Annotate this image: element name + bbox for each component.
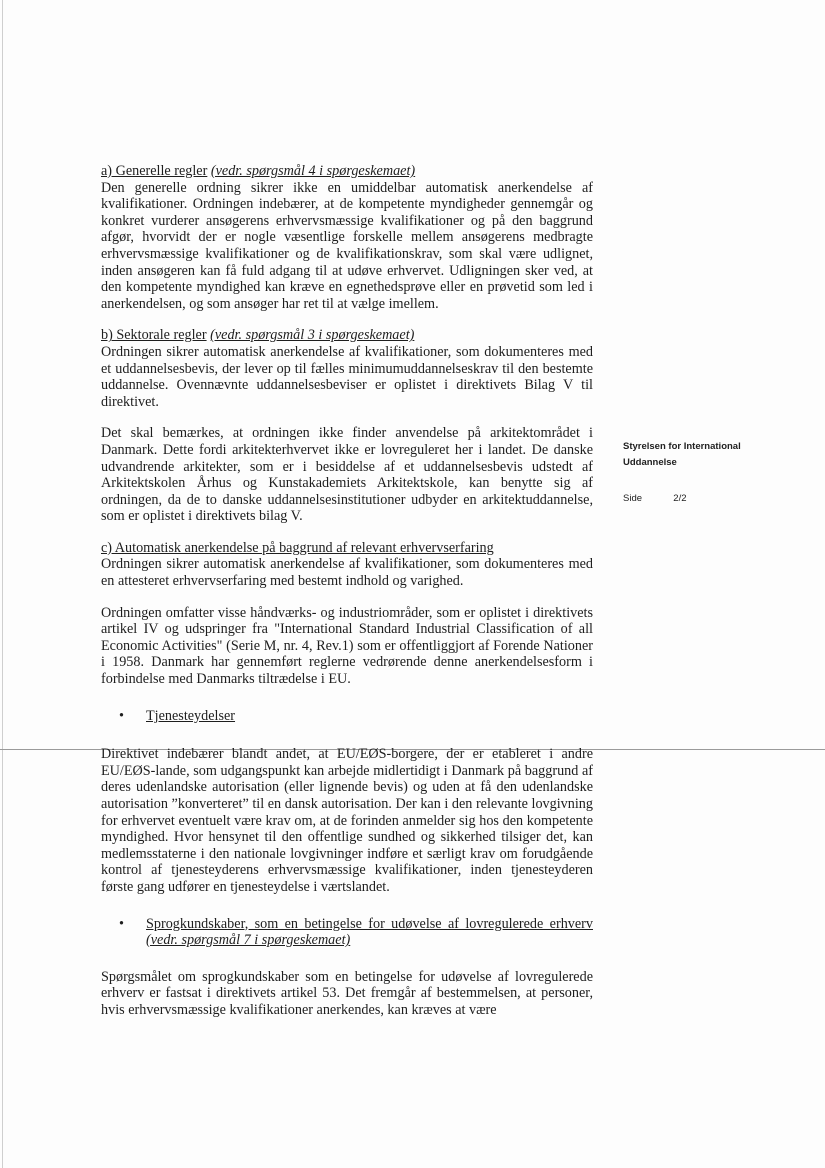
bullet-icon: • [119,915,124,932]
section-b-title: b) Sektorale regler [101,327,207,344]
bullet-icon: • [119,707,124,724]
sidebar-page [623,493,687,504]
section-a-heading [101,163,593,180]
section-d-text: Direktivet indebærer blandt andet, at EU/EØS-borgere, der er etableret i andre EU/EØS-lande, som udgangspunkt kan arbejde midlertidigt i Danmark på baggrund af deres udenlandske autorisation (eller lignende bevis) og uden at få den udenlandske autorisation ”konverteret” til en dansk autorisation. Der kan i den relevante lovgivning for erhvervet eventuelt være krav om, at de forinden anmelder sig hos den kompetente myndighed. Hvor hensynet til den offentlige sundhed og sikkerhed tilsiger det, kan medlemsstaterne i den nationale lovgivninger indføre et særligt krav om forudgående kontrol af tjenesteyderens erhvervsmæssige kvalifikationer, inden tjenesteyderen første gang udfører en tjenesteydelse i værtslandet. [101,746,593,895]
section-a-text: Den generelle ordning sikrer ikke en umiddelbar automatisk anerkendelse af kvalifikationer. Ordningen indebærer, at de kompetente myndigheder gennemgår og konkret vurderer ansøgerens erhvervsmæssige kvalifikationer og på den baggrund afgør, hvorvidt der er nogle væsentlige forskelle mellem ansøgerens medbragte erhvervsmæssige kvalifikationer og de kvalifikationskrav, som skal være udlignet, inden ansøgeren kan få fuld adgang til at udøve erhvervet. Udligningen sker ved, at den kompetente myndighed kan kræve en egnethedsprøve eller en prøvetid som led i anerkendelsen, og som ansøger har ret til at vælge imellem. [101,179,593,312]
section-b-ref: (vedr. spørgsmål 3 i spørgeskemaet) [210,327,415,344]
bullet-sprogkundskaber [101,916,593,949]
section-b-text: Ordningen sikrer automatisk anerkendelse af kvalifikationer, som dokumenteres med et uddannelsesbevis, der lever op til fælles minimumuddannelseskrav til den bestemte uddannelse. Ovennævnte uddannelsesbeviser er oplistet i direktivets Bilag V til direktivet. [101,343,593,410]
section-e-text: Spørgsmålet om sprogkundskaber som en betingelse for udøvelse af lovregulerede erhverv er fastsat i direktivets artikel 53. Det fremgår af bestemmelsen, at personer, hvis erhvervsmæssige kvalifikationer anerkendes, kan kræves at være [101,968,593,1018]
page-label: Side [623,493,643,504]
section-c-text: Ordningen sikrer automatisk anerkendelse af kvalifikationer, som dokumenteres med en attesteret erhvervserfaring med bestemt indhold og varighed. [101,556,593,590]
bullet-2-label: Sprogkundskaber, som en betingelse for udøvelse af lovregulerede erhverv [146,915,593,932]
bullet-2-ref: (vedr. spørgsmål 7 i spørgeskemaet) [146,932,351,949]
page-number: 2/2 [673,493,687,504]
org-line-1: Styrelsen for International [623,441,741,452]
bullet-1-label: Tjenesteydelser [146,707,236,724]
section-c-text-2: Ordningen omfatter visse håndværks- og industriområder, som er oplistet i direktivets artikel IV og udspringer fra "International Standard Industrial Classification of all Economic Activities" (Serie M, nr. 4, Rev.1) som er offentliggjort af Forende Nationer i 1958. Danmark har gennemført reglerne vedrørende denne anerkendelsesform i forbindelse med Danmarks tiltrædelse i EU. [101,604,593,688]
scan-edge [2,0,3,1168]
section-a-ref: (vedr. spørgsmål 4 i spørgeskemaet) [210,163,416,179]
section-b-text-2: Det skal bemærkes, at ordningen ikke finder anvendelse på arkitektområdet i Danmark. Dette fordi arkitekterhvervet ikke er lovreguleret her i landet. De danske udvandrende arkitekter, som er i besiddelse af et uddannelsesbevis udstedt af Arkitektskolen Århus og Kunstakademiets Arkitektskole, kan benytte sig af ordningen, da de to danske uddannelsesinstitutioner udbyder en arkitektuddannelse, som er oplistet i direktivets bilag V. [101,425,593,525]
bullet-tjenesteydelser [101,708,593,725]
sidebar-org [623,441,741,474]
section-c-heading: c) Automatisk anerkendelse på baggrund af relevant erhvervserfaring [101,539,494,556]
document-body [101,163,593,1019]
section-b-heading [101,327,593,344]
section-a-title: a) Generelle regler [101,163,208,179]
org-line-2: Uddannelse [623,457,677,468]
